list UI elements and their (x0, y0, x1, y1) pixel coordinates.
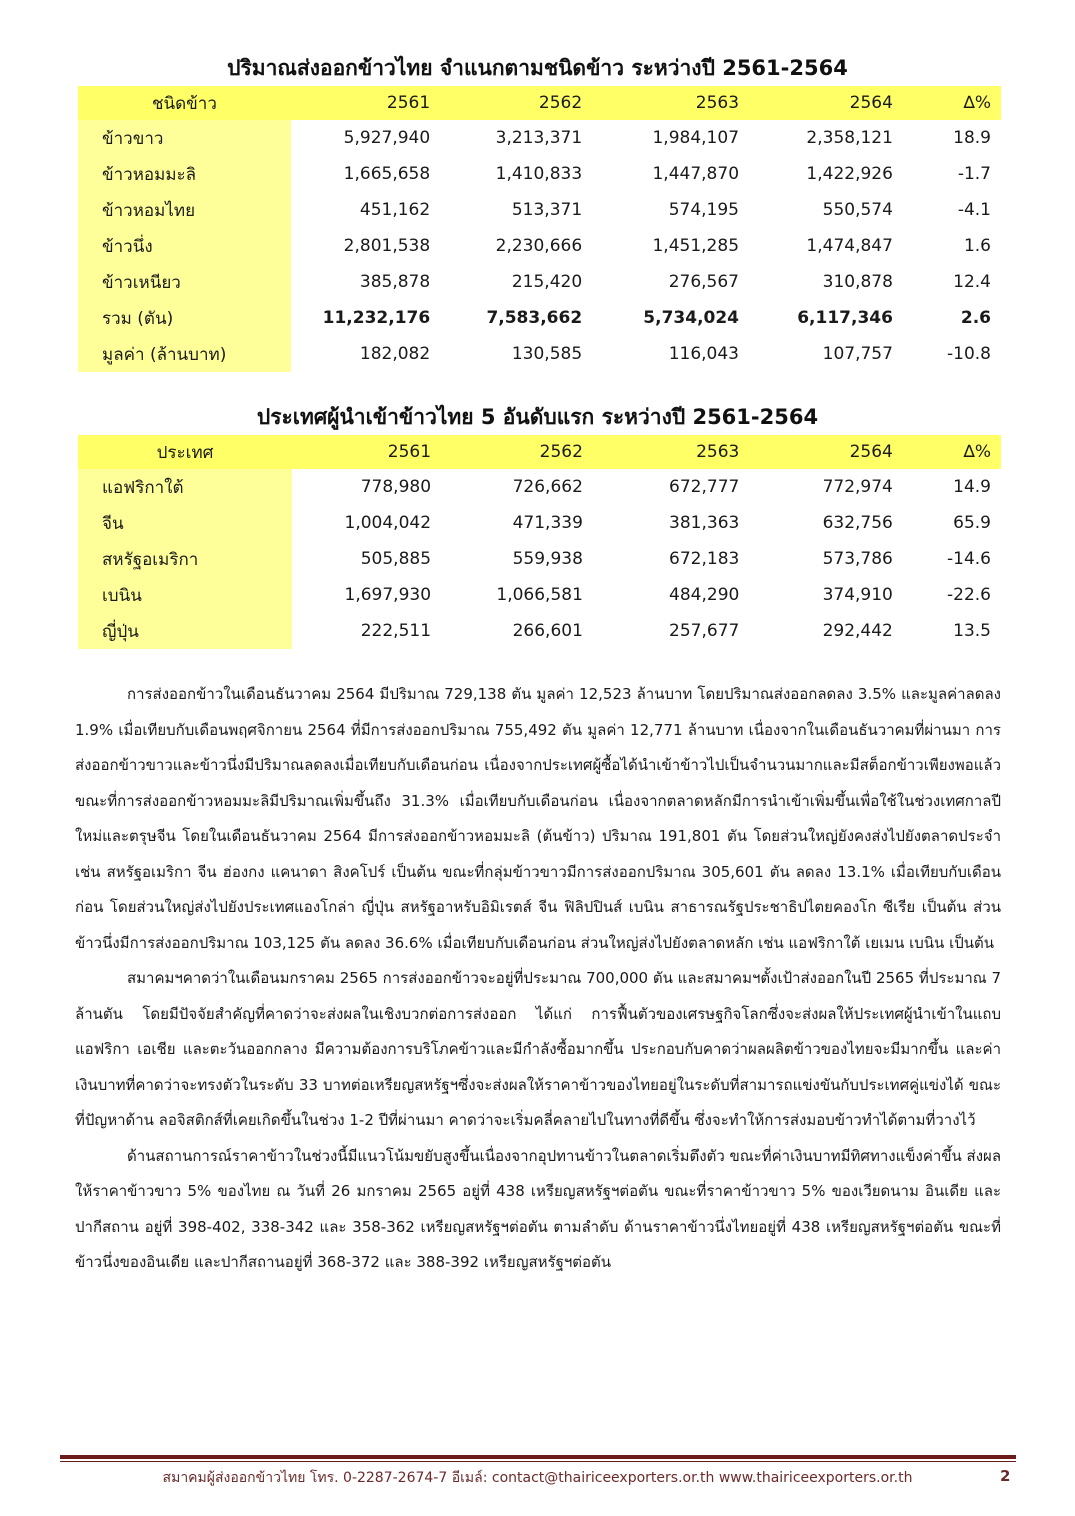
cell: 672,183 (669, 549, 740, 569)
table-row (78, 336, 1001, 372)
cell: 772,974 (822, 477, 893, 497)
header-2563: 2563 (593, 435, 749, 469)
cell: 672,777 (669, 477, 740, 497)
cell: 3,213,371 (495, 128, 583, 148)
header-change: ∆% (903, 435, 1001, 469)
row-label: ข้าวหอมมะลิ (78, 156, 291, 192)
cell: -1.7 (957, 164, 991, 184)
header-country: ประเทศ (78, 435, 292, 469)
cell: 310,878 (822, 272, 893, 292)
table-row (78, 228, 1001, 264)
cell: 2,801,538 (343, 236, 431, 256)
cell: 574,195 (668, 200, 740, 220)
footer-rule (60, 1455, 1016, 1459)
row-label: แอฟริกาใต้ (78, 469, 292, 505)
cell: 1,665,658 (343, 164, 431, 184)
table-row (78, 505, 1001, 541)
row-label: ข้าวเหนียว (78, 264, 291, 300)
cell: 505,885 (360, 549, 432, 569)
header-2563: 2563 (592, 86, 749, 120)
cell: 1,004,042 (344, 513, 432, 533)
table1-title: ปริมาณส่งออกข้าวไทย จำแนกตามชนิดข้าว ระหว่างปี 2561-2564 (227, 56, 848, 80)
page-number: 2 (1000, 1467, 1011, 1485)
cell: 1,697,930 (344, 585, 432, 605)
header-change: ∆% (903, 86, 1001, 120)
top-importers-table (78, 435, 1001, 649)
cell: 451,162 (359, 200, 431, 220)
cell: 5,927,940 (343, 128, 431, 148)
table-row (78, 541, 1001, 577)
cell: 257,677 (669, 621, 740, 641)
cell: 1,422,926 (806, 164, 893, 184)
row-label: เบนิน (78, 577, 292, 613)
cell: 12.4 (953, 272, 991, 292)
cell: 2,230,666 (495, 236, 583, 256)
cell: 385,878 (359, 272, 431, 292)
table-row-total (78, 300, 1001, 336)
row-label: รวม (ตัน) (78, 300, 291, 336)
cell: 2,358,121 (806, 128, 893, 148)
cell: 632,756 (822, 513, 893, 533)
table-header-row (78, 435, 1001, 469)
header-2564: 2564 (749, 435, 903, 469)
cell: 573,786 (822, 549, 893, 569)
table-row (78, 156, 1001, 192)
cell: 726,662 (512, 477, 583, 497)
cell: 513,371 (511, 200, 583, 220)
body-text (75, 677, 1001, 1281)
table-row (78, 577, 1001, 613)
row-label: มูลค่า (ล้านบาท) (78, 336, 291, 372)
row-label: ญี่ปุ่น (78, 613, 292, 649)
header-2564: 2564 (749, 86, 903, 120)
cell: 1,066,581 (496, 585, 583, 605)
table-row (78, 613, 1001, 649)
cell: 2.6 (960, 308, 991, 328)
cell: -10.8 (947, 344, 991, 364)
cell: 7,583,662 (486, 308, 583, 328)
footer-rule-thin (60, 1461, 1016, 1462)
cell: 116,043 (668, 344, 740, 364)
header-2562: 2562 (440, 86, 592, 120)
cell: 13.5 (953, 621, 991, 641)
cell: 550,574 (822, 200, 893, 220)
cell: 6,117,346 (797, 308, 893, 328)
header-2561: 2561 (291, 86, 440, 120)
cell: 778,980 (360, 477, 432, 497)
cell: 381,363 (669, 513, 740, 533)
table-row (78, 264, 1001, 300)
cell: 65.9 (953, 513, 991, 533)
cell: 14.9 (953, 477, 991, 497)
cell: 1,984,107 (652, 128, 740, 148)
cell: 1,447,870 (652, 164, 740, 184)
cell: 1,474,847 (806, 236, 893, 256)
row-label: ข้าวขาว (78, 120, 291, 156)
row-label: ข้าวนึ่ง (78, 228, 291, 264)
cell: 484,290 (669, 585, 740, 605)
footer-contact: สมาคมผู้ส่งออกข้าวไทย โทร. 0-2287-2674-7 อีเมล์: contact@thairiceexporters.or.th www.thairiceexporters.or.th (162, 1470, 913, 1486)
paragraph-forecast: สมาคมฯคาดว่าในเดือนมกราคม 2565 การส่งออกข้าวจะอยู่ที่ประมาณ 700,000 ตัน และสมาคมฯตั้งเป้าส่งออกในปี 2565 ที่ประมาณ 7 ล้านตัน โดยมีปัจจัยสำคัญที่คาดว่าจะส่งผลในเชิงบวกต่อการส่งออก ได้แก่ การฟื้นตัวของเศรษฐกิจโลกซึ่งจะส่งผลให้ประเทศผู้นำเข้าในแถบแอฟริกา เอเชีย และตะวันออกกลาง มีความต้องการบริโภคข้าวและมีกำลังซื้อมากขึ้น ประกอบกับคาดว่าผลผลิตข้าวของไทยจะมีมากขึ้น และค่าเงินบาทที่คาดว่าจะทรงตัวในระดับ 33 บาทต่อเหรียญสหรัฐฯซึ่งจะส่งผลให้ราคาข้าวของไทยอยู่ในระดับที่สามารถแข่งขันกับประเทศคู่แข่งได้ ขณะที่ปัญหาด้าน ลอจิสติกส์ที่เคยเกิดขึ้นในช่วง 1-2 ปีที่ผ่านมา คาดว่าจะเริ่มคลี่คลายไปในทางที่ดีขึ้น ซึ่งจะทำให้การส่งมอบข้าวทำได้ตามที่วางไว้ (75, 969, 1001, 1129)
cell: 559,938 (512, 549, 583, 569)
cell: 215,420 (511, 272, 583, 292)
table-row (78, 192, 1001, 228)
cell: 266,601 (512, 621, 583, 641)
cell: 107,757 (822, 344, 893, 364)
cell: 292,442 (822, 621, 893, 641)
cell: 5,734,024 (643, 308, 740, 328)
cell: 1.6 (963, 236, 991, 256)
cell: 276,567 (668, 272, 740, 292)
header-2561: 2561 (292, 435, 441, 469)
cell: 1,410,833 (495, 164, 583, 184)
table-row (78, 469, 1001, 505)
cell: 18.9 (953, 128, 991, 148)
cell: -14.6 (947, 549, 991, 569)
row-label: สหรัฐอเมริกา (78, 541, 292, 577)
table-header-row (78, 86, 1001, 120)
cell: 1,451,285 (652, 236, 740, 256)
cell: 222,511 (360, 621, 432, 641)
row-label: จีน (78, 505, 292, 541)
export-by-type-table (78, 86, 1001, 372)
cell: 11,232,176 (322, 308, 431, 328)
cell: 471,339 (512, 513, 583, 533)
paragraph-prices: ด้านสถานการณ์ราคาข้าวในช่วงนี้มีแนวโน้มขยับสูงขึ้นเนื่องจากอุปทานข้าวในตลาดเริ่มตึงตัว ขณะที่ค่าเงินบาทมีทิศทางแข็งค่าขึ้น ส่งผลให้ราคาข้าวขาว 5% ของไทย ณ วันที่ 26 มกราคม 2565 อยู่ที่ 438 เหรียญสหรัฐฯต่อตัน ขณะที่ราคาข้าวขาว 5% ของเวียดนาม อินเดีย และปากีสถาน อยู่ที่ 398-402, 338-342 และ 358-362 เหรียญสหรัฐฯต่อตัน ตามลำดับ ด้านราคาข้าวนึ่งไทยอยู่ที่ 438 เหรียญสหรัฐฯต่อตัน ขณะที่ข้าวนึ่งของอินเดีย และปากีสถานอยู่ที่ 368-372 และ 388-392 เหรียญสหรัฐฯต่อตัน (75, 1146, 1002, 1271)
cell: 374,910 (822, 585, 893, 605)
header-2562: 2562 (441, 435, 593, 469)
header-type: ชนิดข้าว (78, 86, 291, 120)
cell: -22.6 (947, 585, 991, 605)
row-label: ข้าวหอมไทย (78, 192, 291, 228)
cell: 130,585 (511, 344, 583, 364)
paragraph-export-december: การส่งออกข้าวในเดือนธันวาคม 2564 มีปริมาณ 729,138 ตัน มูลค่า 12,523 ล้านบาท โดยปริมาณส่งออกลดลง 3.5% และมูลค่าลดลง 1.9% เมื่อเทียบกับเดือนพฤศจิกายน 2564 ที่มีการส่งออกปริมาณ 755,492 ตัน มูลค่า 12,771 ล้านบาท เนื่องจากในเดือนธันวาคมที่ผ่านมา การส่งออกข้าวขาวและข้าวนึ่งมีปริมาณลดลงเมื่อเทียบกับเดือนก่อน เนื่องจากประเทศผู้ซื้อได้นำเข้าข้าวไปเป็นจำนวนมากและมีสต็อกข้าวเพียงพอแล้ว ขณะที่การส่งออกข้าวหอมมะลิมีปริมาณเพิ่มขึ้นถึง 31.3% เมื่อเทียบกับเดือนก่อน เนื่องจากตลาดหลักมีการนำเข้าเพิ่มขึ้นเพื่อใช้ในช่วงเทศกาลปีใหม่และตรุษจีน โดยในเดือนธันวาคม 2564 มีการส่งออกข้าวหอมมะลิ (ต้นข้าว) ปริมาณ 191,801 ตัน โดยส่วนใหญ่ยังคงส่งไปยังตลาดประจำ เช่น สหรัฐอเมริกา จีน ฮ่องกง แคนาดา สิงคโปร์ เป็นต้น ขณะที่กลุ่มข้าวขาวมีการส่งออกปริมาณ 305,601 ตัน ลดลง 13.1% เมื่อเทียบกับเดือนก่อน โดยส่วนใหญ่ส่งไปยังประเทศแองโกล่า ญี่ปุ่น สหรัฐอาหรับอิมิเรตส์ จีน ฟิลิปปินส์ เบนิน สาธารณรัฐประชาธิปไตยคองโก ซีเรีย เป็นต้น ส่วนข้าวนึ่งมีการส่งออกปริมาณ 103,125 ตัน ลดลง 36.6% เมื่อเทียบกับเดือนก่อน ส่วนใหญ่ส่งไปยังตลาดหลัก เช่น แอฟริกาใต้ เยเมน เบนิน เป็นต้น (75, 685, 1002, 952)
table-row (78, 120, 1001, 156)
cell: -4.1 (957, 200, 991, 220)
table2-title: ประเทศผู้นำเข้าข้าวไทย 5 อันดับแรก ระหว่างปี 2561-2564 (256, 405, 819, 429)
cell: 182,082 (359, 344, 431, 364)
